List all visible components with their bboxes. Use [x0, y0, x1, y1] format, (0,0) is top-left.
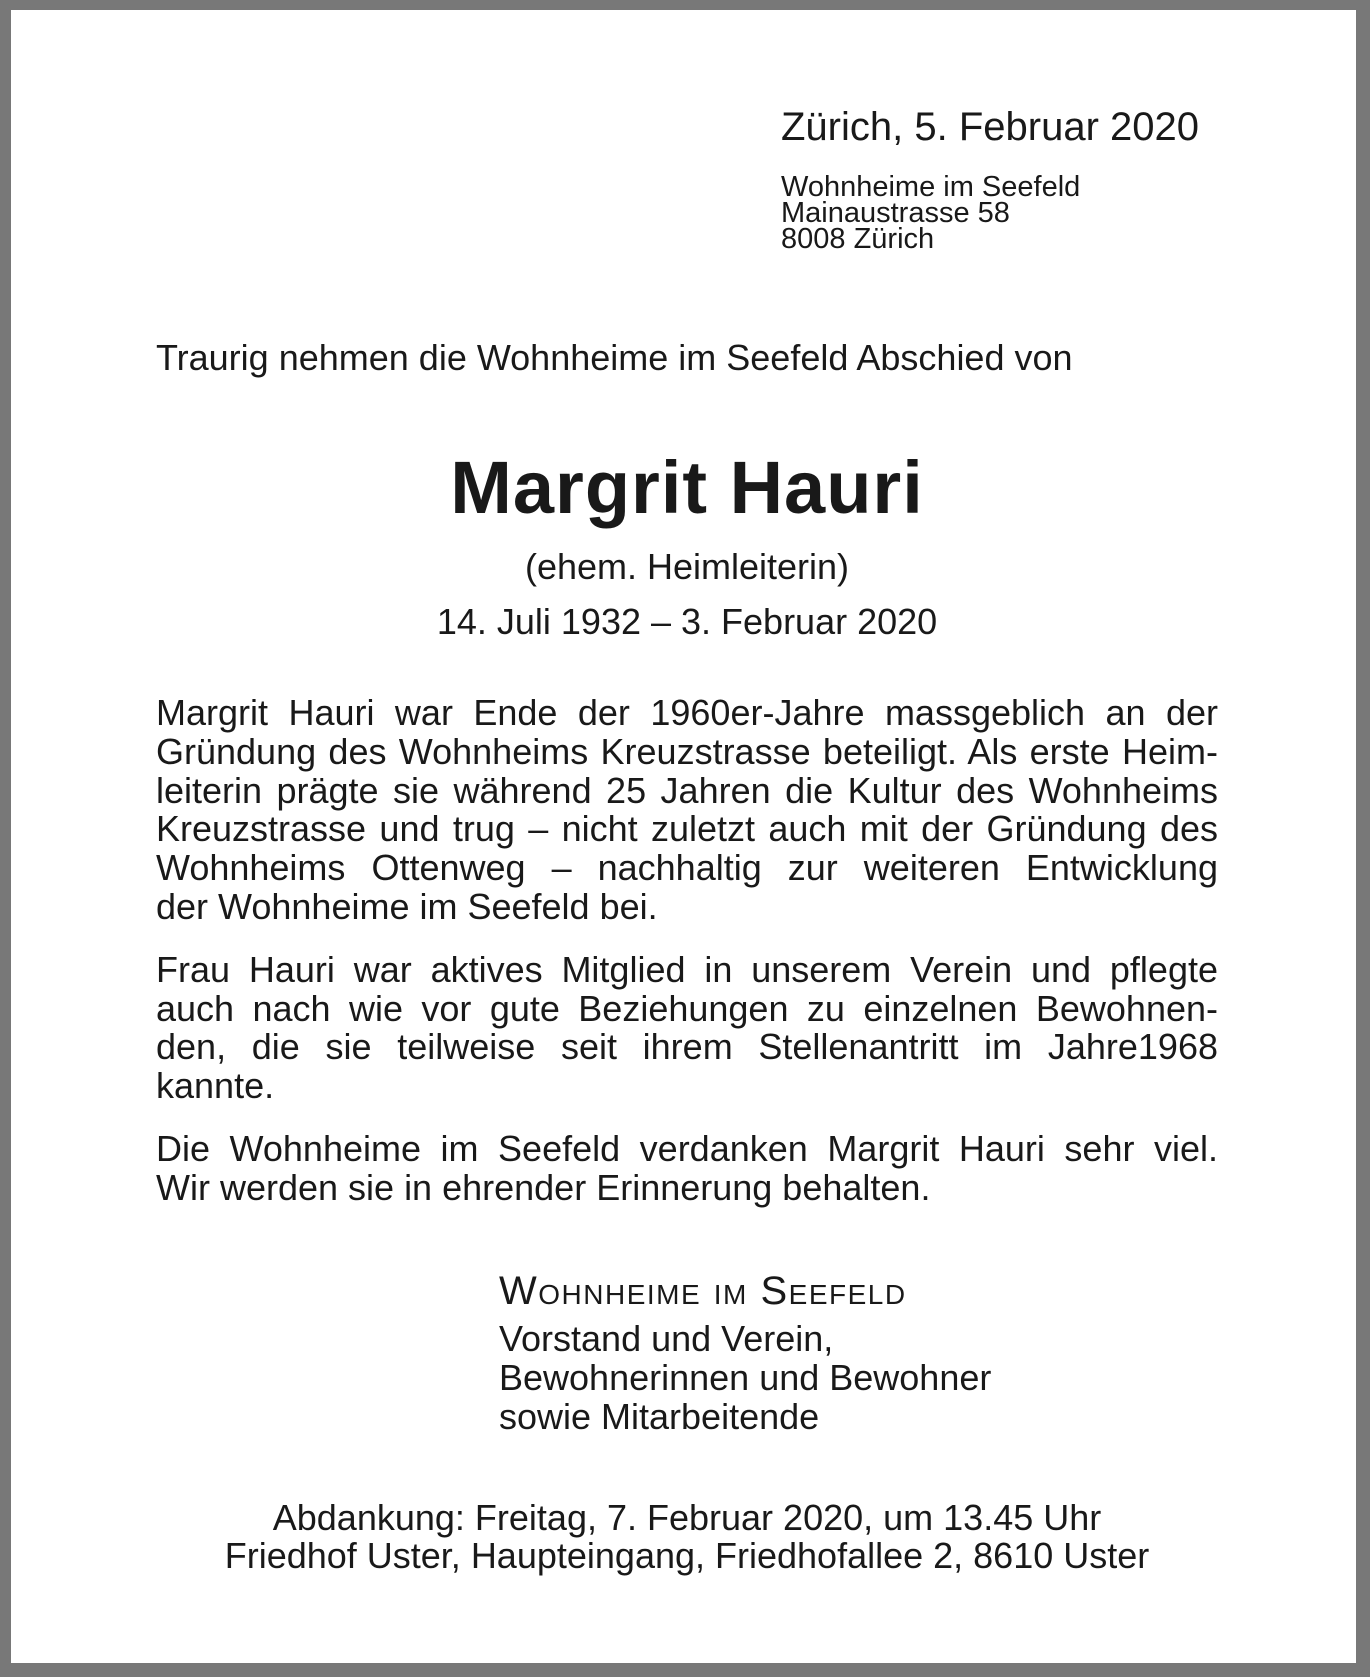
deceased-role: (ehem. Heimleiterin)	[524, 546, 850, 587]
paragraph-line: Margrit Hauri war Ende der 1960er-Jahre massgeblich an der	[156, 692, 1218, 733]
paragraph-line: kannte.	[156, 1065, 275, 1107]
signature-roles	[499, 1320, 991, 1436]
paragraph-line: Gründung des Wohnheims Kreuzstrasse beteiligt. Als erste Heim-	[156, 730, 1218, 772]
signature-block	[499, 1268, 991, 1436]
sender-organization: Wohnheime im Seefeld	[781, 171, 1081, 203]
paragraph-line: den, die sie teilweise seit ihrem Stellenantritt im Jahre1968	[156, 1026, 1218, 1068]
sender-city: 8008 Zürich	[781, 223, 935, 255]
signature-organization: Wohnheime im Seefeld	[499, 1269, 907, 1313]
paragraph-line: der Wohnheime im Seefeld bei.	[156, 885, 658, 927]
body-text	[156, 694, 1218, 1232]
deceased-name: Margrit Hauri	[450, 446, 924, 529]
paragraph-line: leiterin prägte sie während 25 Jahren die Kultur des Wohnheims	[156, 769, 1218, 811]
signature-line: Vorstand und Verein,	[499, 1318, 834, 1359]
paragraph-line: Frau Hauri war aktives Mitglied in unserem Verein und pflegte	[156, 948, 1218, 990]
funeral-location-line: Friedhof Uster, Haupteingang, Friedhofallee 2, 8610 Uster	[224, 1535, 1150, 1576]
paragraph-line: Wir werden sie in ehrender Erinnerung behalten.	[156, 1166, 931, 1208]
paragraph-line: Wohnheims Ottenweg – nachhaltig zur weiteren Entwicklung	[156, 847, 1218, 889]
paragraph-line: Die Wohnheime im Seefeld verdanken Margrit Hauri sehr viel.	[156, 1127, 1218, 1169]
paragraph-line: Kreuzstrasse und trug – nicht zuletzt auch mit der Gründung des	[156, 808, 1218, 850]
place-date-line: Zürich, 5. Februar 2020	[781, 105, 1199, 149]
sender-address-block	[781, 171, 1081, 255]
deceased-life-dates: 14. Juli 1932 – 3. Februar 2020	[436, 601, 938, 642]
sender-street: Mainaustrasse 58	[781, 197, 1010, 229]
paragraph-line: auch nach wie vor gute Beziehungen zu einzelnen Bewohnen-	[156, 987, 1218, 1029]
obituary-page	[11, 10, 1356, 1663]
funeral-service-line: Abdankung: Freitag, 7. Februar 2020, um 13.45 Uhr	[272, 1497, 1102, 1538]
signature-line: sowie Mitarbeitende	[499, 1395, 820, 1437]
intro-line: Traurig nehmen die Wohnheime im Seefeld Abschied von	[156, 337, 1073, 378]
paragraph-1	[156, 694, 1218, 927]
signature-line: Bewohnerinnen und Bewohner	[499, 1356, 992, 1398]
funeral-info-block	[156, 1499, 1218, 1575]
paragraph-2	[156, 948, 1218, 1107]
paragraph-3	[156, 1127, 1218, 1208]
